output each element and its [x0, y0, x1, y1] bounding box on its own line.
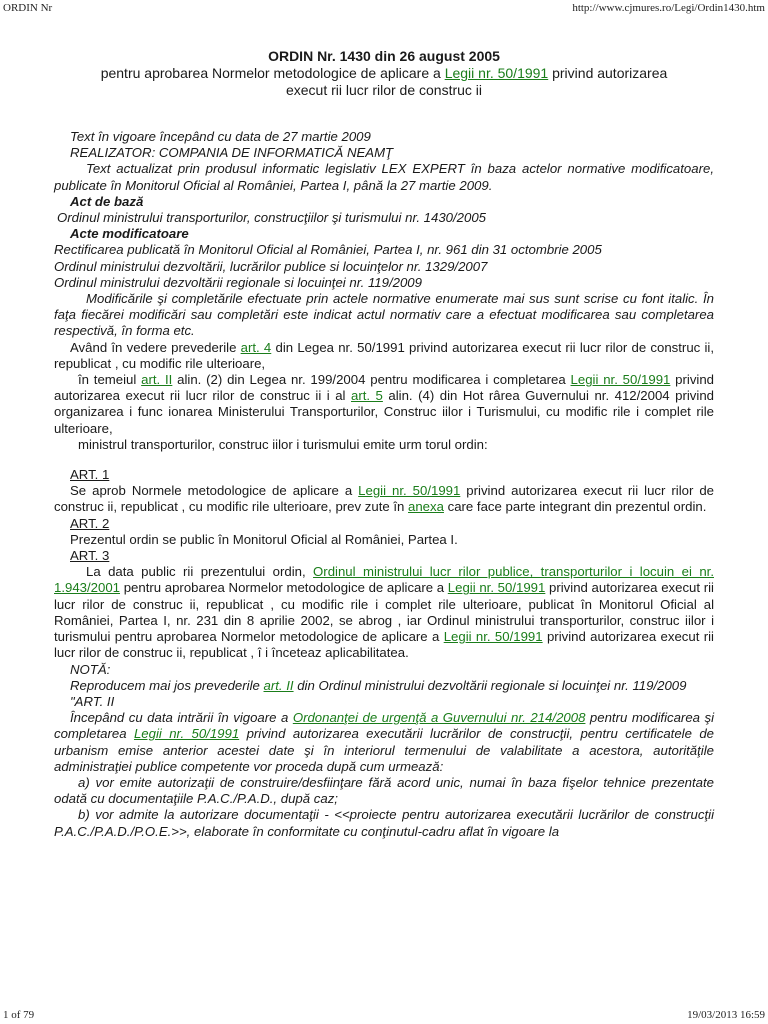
print-timestamp: 19/03/2013 16:59 — [687, 1009, 765, 1021]
law-link[interactable]: Legii nr. 50/1991 — [443, 629, 543, 645]
page-header-url: http://www.cjmures.ro/Legi/Ordin1430.htm — [572, 2, 765, 14]
art-ii-link[interactable]: art. II — [263, 677, 294, 693]
art-5-link[interactable]: art. 5 — [350, 388, 383, 404]
modificator-3: Ordinul ministrului dezvoltării regionale si locuinţei nr. 119/2009 — [54, 274, 422, 290]
law-link[interactable]: Legii nr. 50/1991 — [570, 372, 671, 388]
modificator-2: Ordinul ministrului dezvoltării, lucrărilor publice si locuinţelor nr. 1329/2007 — [54, 258, 488, 274]
modificari-note: Modificările şi completările efectuate prin actele normative enumerate mai sus sunt scrise cu font italic. În faţa fiecărei modificări sau completări este indicat actul normativ care a efectuat modificarea sau completarea respectivă, în forma etc. — [54, 291, 714, 339]
law-link[interactable]: Legii nr. 50/1991 — [358, 483, 461, 499]
nota-art-text: Începând cu data intrării în vigoare a Ordonanţei de urgenţă a Guvernului nr. 214/2008 pentru modificarea şi completarea Legii nr. 50/1991 privind autorizarea executării lucrărilor de construcţii, pentru certificatele de urbanism emise anterior acestei date şi în interiorul termenului de valabilitate a acestora, autorităţile administraţiei publice competente vor proceda după cum urmează: — [54, 710, 715, 774]
preamble-paragraph-2: în temeiul art. II alin. (2) din Legea nr. 199/2004 pentru modificarea i completarea Legii nr. 50/1991 privind autorizarea execut rii lucr rilor de construc ii i al art. 5 alin. (4) din Hot rârea Guvernului nr. 412/2004 privind organizarea i func ionarea Ministerului Transporturilor, Construc iilor i Turismului, cu modific rile i complet rile ulterioare, — [54, 372, 715, 436]
document-title: ORDIN Nr. 1430 din 26 august 2005 — [268, 48, 500, 64]
act-baza-label: Act de bază — [70, 193, 144, 209]
art-4-link[interactable]: art. 4 — [240, 339, 272, 355]
page-counter: 1 of 79 — [3, 1009, 35, 1021]
nota-item-b: b) vor admite la autorizare documentaţii - <<proiecte pentru autorizarea executării lucrărilor de construcţii P.A.C./P.A.D./P.O.E.>>, elaborate în conformitate cu conţinutul-cadru aflat în vigoare la — [54, 807, 714, 839]
preamble-paragraph-1: Având în vedere prevederile art. 4 din Legea nr. 50/1991 privind autorizarea execut rii lucr rilor de construc ii, republicat , cu modific rile ulterioare, — [54, 339, 715, 371]
document-body — [54, 48, 714, 840]
acte-modificatoare-label: Acte modificatoare — [70, 226, 189, 242]
document-subtitle: pentru aprobarea Normelor metodologice de aplicare a Legii nr. 50/1991 privind autorizarea — [100, 65, 668, 81]
art-2-text: Prezentul ordin se public în Monitorul Oficial al României, Partea I. — [70, 531, 458, 547]
nota-art-label: "ART. II — [70, 693, 115, 709]
law-link[interactable]: Legii nr. 50/1991 — [133, 726, 240, 742]
preamble-paragraph-3: ministrul transporturilor, construc iilor i turismului emite urm torul ordin: — [78, 436, 488, 452]
art-3-text: La data public rii prezentului ordin, Ordinul ministrului lucr rilor publice, transporturilor i locuin ei nr. 1.943/2001 pentru aprobarea Normelor metodologice de aplicare a Legii nr. 50/1991 privind autorizarea execut rii lucr rilor de construc ii, republicat , cu modific rile i complet rile ulterioare, publicat în Monitorul Oficial al României, Partea I, nr. 231 din 8 aprilie 2002, se abrog , iar Ordinul ministrului transporturilor, construc iilor i turismului pentru aprobarea Normelor metodologice de aplicare a Legii nr. 50/1991 privind autorizarea execut rii lucr rilor de construc ii, republicat , î i înceteaz aplicabilitatea. — [54, 564, 714, 661]
art-1-text: Se aprob Normele metodologice de aplicare a Legii nr. 50/1991 privind autorizarea execut rii lucr rilor de construc ii, republicat , cu modific rile ulterioare, prev zute în anexa care face parte integrant din prezentul ordin. — [54, 483, 714, 515]
nota-label: NOTĂ: — [70, 661, 111, 677]
art-1-label: ART. 1 — [70, 467, 110, 483]
art-3-label: ART. 3 — [70, 548, 110, 564]
art-ii-link[interactable]: art. II — [141, 372, 173, 388]
spacer — [54, 453, 714, 467]
page-header-title: ORDIN Nr — [3, 2, 53, 14]
realizator-text: REALIZATOR: COMPANIA DE INFORMATICĂ NEAMŢ — [70, 145, 394, 161]
art-2-label: ART. 2 — [70, 515, 110, 531]
nota-item-a: a) vor emite autorizaţii de construire/desfiinţare fără acord unic, numai în baza fişelor tehnice prezentate odată cu documentaţiile P.A.C./P.A.D., după caz; — [54, 774, 714, 807]
actualizat-text: Text actualizat prin produsul informatic legislativ LEX EXPERT în baza actelor normative modificatoare, publicate în Monitorul Oficial al României, Partea I, până la 27 martie 2009. — [54, 161, 714, 193]
modificator-1: Rectificarea publicată în Monitorul Oficial al României, Partea I, nr. 961 din 31 octombrie 2005 — [54, 242, 602, 258]
act-baza-text: Ordinul ministrului transporturilor, construcţiilor şi turismului nr. 1430/2005 — [57, 210, 487, 226]
ordin-1943-link[interactable]: Ordinul ministrului lucr rilor publice, transporturilor i locuin ei nr. 1.943/2001 — [54, 564, 714, 596]
ordonanta-link[interactable]: Ordonanţei de urgenţă a Guvernului nr. 214/2008 — [292, 710, 586, 726]
nota-text: Reproducem mai jos prevederile art. II din Ordinul ministrului dezvoltării regionale si locuinţei nr. 119/2009 — [70, 677, 687, 693]
anexa-link[interactable]: anexa — [408, 499, 444, 515]
spacer — [54, 99, 714, 129]
document-subtitle-line2: execut rii lucr rilor de construc ii — [285, 82, 483, 98]
law-link[interactable]: Legii nr. 50/1991 — [444, 65, 549, 81]
law-link[interactable]: Legii nr. 50/1991 — [447, 580, 546, 596]
vigoare-text: Text în vigoare începând cu data de 27 martie 2009 — [70, 129, 371, 144]
